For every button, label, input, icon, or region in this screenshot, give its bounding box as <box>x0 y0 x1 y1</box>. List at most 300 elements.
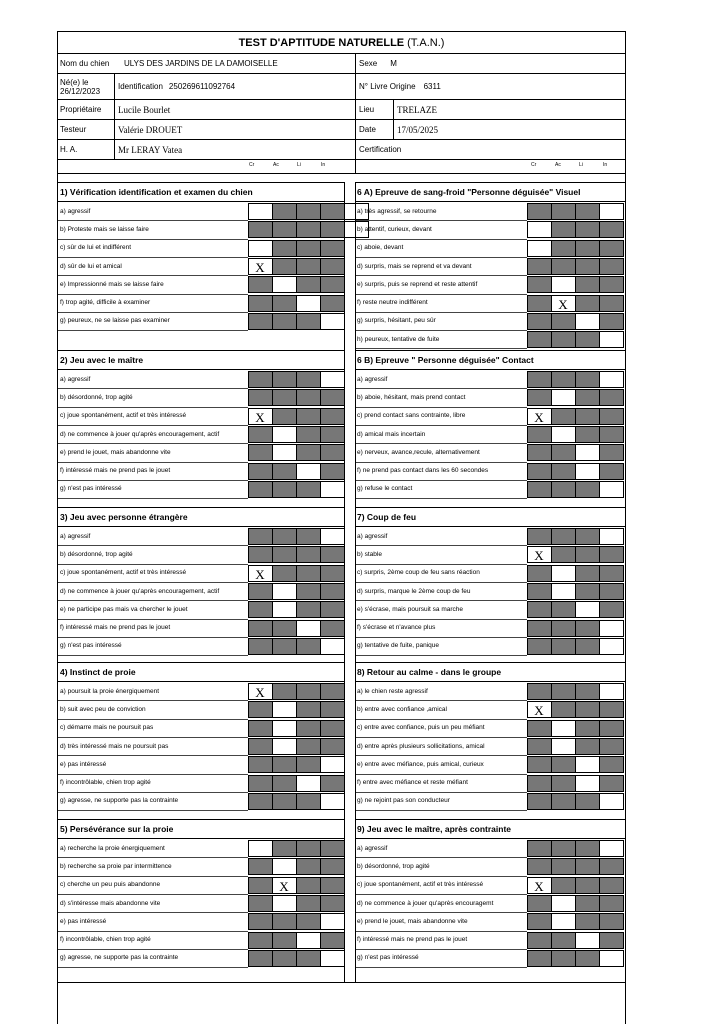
score-box-ac[interactable] <box>551 775 576 792</box>
score-box-li[interactable] <box>296 276 321 293</box>
score-box-in[interactable] <box>320 481 345 498</box>
score-box-in[interactable] <box>320 313 345 330</box>
score-box-ac[interactable] <box>551 720 576 737</box>
score-box-in[interactable] <box>599 601 624 618</box>
score-box-cr[interactable] <box>248 840 273 857</box>
score-box-cr[interactable] <box>248 203 273 220</box>
score-box-ac[interactable] <box>551 546 576 563</box>
score-box-in[interactable] <box>320 546 345 563</box>
score-box-li[interactable] <box>575 775 600 792</box>
score-box-in[interactable] <box>599 950 624 967</box>
score-box-in[interactable] <box>599 426 624 443</box>
score-box-li[interactable] <box>575 258 600 275</box>
score-box-ac[interactable] <box>272 463 297 480</box>
score-box-in[interactable] <box>599 371 624 388</box>
score-box-li[interactable] <box>575 601 600 618</box>
score-box-in[interactable] <box>320 371 345 388</box>
score-box-in[interactable] <box>599 389 624 406</box>
score-box-ac[interactable] <box>551 638 576 655</box>
score-box-in[interactable] <box>599 720 624 737</box>
score-box-ac[interactable] <box>272 793 297 810</box>
score-box-cr[interactable] <box>527 858 552 875</box>
score-box-li[interactable] <box>575 371 600 388</box>
score-box-li[interactable] <box>296 877 321 894</box>
score-box-li[interactable] <box>575 583 600 600</box>
score-box-ac[interactable] <box>551 313 576 330</box>
score-box-cr[interactable] <box>527 720 552 737</box>
score-box-ac[interactable] <box>272 313 297 330</box>
score-box-ac[interactable] <box>272 858 297 875</box>
score-box-ac[interactable] <box>551 620 576 637</box>
score-box-cr[interactable] <box>527 683 552 700</box>
center-divider <box>355 182 356 982</box>
score-box-ac[interactable] <box>272 932 297 949</box>
score-box-ac[interactable] <box>272 481 297 498</box>
score-box-li[interactable] <box>575 313 600 330</box>
score-box-in[interactable] <box>599 258 624 275</box>
score-box-in[interactable] <box>599 895 624 912</box>
score-box-in[interactable] <box>599 481 624 498</box>
score-box-in[interactable] <box>320 620 345 637</box>
score-box-in[interactable] <box>320 913 345 930</box>
section-top-line <box>58 662 344 663</box>
section-title: 1) Vérification identification et examen du chien <box>60 187 253 197</box>
score-box-li[interactable] <box>575 444 600 461</box>
score-box-in[interactable] <box>320 775 345 792</box>
score-box-li[interactable] <box>575 240 600 257</box>
score-box-in[interactable] <box>320 463 345 480</box>
score-box-ac[interactable] <box>551 858 576 875</box>
score-box-cr[interactable] <box>527 463 552 480</box>
score-box-li[interactable] <box>296 528 321 545</box>
score-box-li[interactable] <box>296 313 321 330</box>
score-box-ac[interactable] <box>272 720 297 737</box>
score-box-li[interactable] <box>575 913 600 930</box>
score-box-cr[interactable] <box>248 858 273 875</box>
score-box-li[interactable] <box>296 950 321 967</box>
score-box-in[interactable] <box>599 683 624 700</box>
score-box-ac[interactable] <box>272 620 297 637</box>
score-box-cr[interactable] <box>248 240 273 257</box>
score-box-ac[interactable] <box>272 258 297 275</box>
score-box-li[interactable] <box>296 203 321 220</box>
score-box-ac[interactable] <box>551 877 576 894</box>
score-box-li[interactable] <box>575 932 600 949</box>
score-box-in[interactable] <box>320 583 345 600</box>
score-box-in[interactable] <box>599 463 624 480</box>
score-box-in[interactable] <box>320 877 345 894</box>
score-box-ac[interactable] <box>272 895 297 912</box>
score-box-ac[interactable] <box>551 756 576 773</box>
score-box-ac[interactable] <box>551 738 576 755</box>
score-box-li[interactable] <box>296 463 321 480</box>
score-box-ac[interactable] <box>551 276 576 293</box>
selected-mark: X <box>255 409 265 425</box>
score-box-cr[interactable] <box>527 793 552 810</box>
score-box-ac[interactable] <box>272 683 297 700</box>
score-box-li[interactable] <box>575 877 600 894</box>
section-top-line <box>355 819 625 820</box>
score-box-li[interactable] <box>575 950 600 967</box>
score-box-cr[interactable] <box>527 313 552 330</box>
score-box-li[interactable] <box>575 331 600 348</box>
title-abbr: (T.A.N.) <box>407 36 445 49</box>
score-box-cr[interactable] <box>248 932 273 949</box>
list-item-label: a) agressif <box>60 207 91 215</box>
score-box-in[interactable] <box>320 426 345 443</box>
score-box-li[interactable] <box>296 444 321 461</box>
score-box-cr[interactable] <box>527 444 552 461</box>
score-box-in[interactable] <box>320 793 345 810</box>
score-box-in[interactable] <box>599 738 624 755</box>
score-box-ac[interactable] <box>551 895 576 912</box>
list-item-label: f) trop agité, difficile à examiner <box>60 299 151 307</box>
score-box-ac[interactable] <box>272 775 297 792</box>
score-box-cr[interactable] <box>527 528 552 545</box>
score-box-in[interactable] <box>320 444 345 461</box>
score-box-ac[interactable] <box>272 444 297 461</box>
item-row-line <box>58 967 248 968</box>
score-box-cr[interactable] <box>248 701 273 718</box>
score-box-cr[interactable] <box>527 913 552 930</box>
column-tag-ac: Ac <box>555 162 561 168</box>
score-box-in[interactable] <box>320 720 345 737</box>
selected-mark: X <box>279 878 289 894</box>
score-box-li[interactable] <box>296 620 321 637</box>
score-box-cr[interactable] <box>248 738 273 755</box>
list-item-label: a) le chien reste agressif <box>357 687 428 695</box>
score-box-li[interactable] <box>296 683 321 700</box>
score-box-ac[interactable] <box>272 389 297 406</box>
score-box-ac[interactable] <box>551 240 576 257</box>
score-box-li[interactable] <box>296 913 321 930</box>
score-box-in[interactable] <box>320 295 345 312</box>
score-box-ac[interactable] <box>551 444 576 461</box>
score-box-ac[interactable] <box>551 932 576 949</box>
score-box-li[interactable] <box>296 638 321 655</box>
score-box-ac[interactable] <box>272 840 297 857</box>
selected-mark: X <box>255 259 265 275</box>
score-box-in[interactable] <box>320 683 345 700</box>
score-box-in[interactable] <box>320 258 345 275</box>
score-box-in[interactable] <box>599 756 624 773</box>
score-box-ac[interactable] <box>551 481 576 498</box>
score-box-cr[interactable] <box>527 738 552 755</box>
id-label: Identification <box>118 82 163 91</box>
score-box-in[interactable] <box>320 203 345 220</box>
score-box-ac[interactable] <box>272 756 297 773</box>
score-box-in[interactable] <box>599 620 624 637</box>
score-box-in[interactable] <box>599 546 624 563</box>
score-box-in[interactable] <box>320 638 345 655</box>
score-box-in[interactable] <box>320 932 345 949</box>
score-box-li[interactable] <box>296 371 321 388</box>
score-box-in[interactable] <box>320 221 345 238</box>
score-box-ac[interactable] <box>272 601 297 618</box>
section-top-line <box>58 350 344 351</box>
place-value: TRELAZE <box>393 100 625 119</box>
score-box-cr[interactable] <box>248 463 273 480</box>
score-box-ac[interactable] <box>551 528 576 545</box>
score-box-ac[interactable] <box>551 331 576 348</box>
score-box-ac[interactable] <box>551 583 576 600</box>
score-box-li[interactable] <box>296 258 321 275</box>
score-box-ac[interactable] <box>272 738 297 755</box>
score-box-in[interactable] <box>599 583 624 600</box>
score-box-cr[interactable] <box>527 638 552 655</box>
score-box-ac[interactable] <box>551 408 576 425</box>
score-box-in[interactable] <box>599 913 624 930</box>
score-box-cr[interactable] <box>527 756 552 773</box>
score-box-li[interactable] <box>296 565 321 582</box>
score-box-li[interactable] <box>575 756 600 773</box>
score-box-cr[interactable] <box>248 389 273 406</box>
score-box-ac[interactable] <box>551 913 576 930</box>
score-box-in[interactable] <box>599 858 624 875</box>
score-box-li[interactable] <box>296 701 321 718</box>
list-item-label: f) reste neutre indifférent <box>357 299 428 307</box>
score-box-ac[interactable] <box>551 426 576 443</box>
score-box-cr[interactable] <box>248 371 273 388</box>
score-box-ac[interactable] <box>272 913 297 930</box>
score-box-li[interactable] <box>575 546 600 563</box>
score-box-ac[interactable] <box>272 295 297 312</box>
score-box-li[interactable] <box>575 720 600 737</box>
score-box-li[interactable] <box>575 738 600 755</box>
score-box-li[interactable] <box>575 638 600 655</box>
score-box-in[interactable] <box>320 601 345 618</box>
score-box-li[interactable] <box>575 481 600 498</box>
score-box-in[interactable] <box>320 840 345 857</box>
score-box-cr[interactable] <box>527 565 552 582</box>
score-box-ac[interactable] <box>272 701 297 718</box>
score-box-in[interactable] <box>599 221 624 238</box>
score-box-ac[interactable] <box>272 408 297 425</box>
score-box-in[interactable] <box>599 313 624 330</box>
score-box-in[interactable] <box>599 276 624 293</box>
score-box-in[interactable] <box>320 528 345 545</box>
score-box-in[interactable] <box>320 701 345 718</box>
score-box-cr[interactable] <box>527 221 552 238</box>
score-box-cr[interactable] <box>527 258 552 275</box>
score-box-cr[interactable] <box>248 913 273 930</box>
score-box-li[interactable] <box>296 481 321 498</box>
score-box-ac[interactable] <box>551 950 576 967</box>
score-box-li[interactable] <box>575 858 600 875</box>
score-box-ac[interactable] <box>551 258 576 275</box>
score-box-li[interactable] <box>575 565 600 582</box>
score-box-cr[interactable] <box>527 295 552 312</box>
score-box-li[interactable] <box>296 932 321 949</box>
list-item-label: g) refuse le contact <box>357 485 413 493</box>
owner-value: Lucile Bourlet <box>114 100 355 119</box>
score-box-in[interactable] <box>599 877 624 894</box>
score-box-in[interactable] <box>599 932 624 949</box>
score-box-li[interactable] <box>575 389 600 406</box>
score-box-li[interactable] <box>575 620 600 637</box>
score-box-in[interactable] <box>320 408 345 425</box>
header-row-birth <box>58 74 625 100</box>
score-box-ac[interactable] <box>551 565 576 582</box>
score-box-cr[interactable] <box>527 371 552 388</box>
score-box-ac[interactable] <box>551 203 576 220</box>
score-box-li[interactable] <box>575 408 600 425</box>
score-box-cr[interactable] <box>248 295 273 312</box>
score-box-ac[interactable] <box>272 221 297 238</box>
score-box-cr[interactable] <box>527 932 552 949</box>
list-item-label: b) désordonné, trop agité <box>60 393 133 401</box>
score-box-ac[interactable] <box>272 276 297 293</box>
score-box-cr[interactable] <box>248 546 273 563</box>
score-box-in[interactable] <box>320 738 345 755</box>
score-box-in[interactable] <box>320 276 345 293</box>
score-box-cr[interactable] <box>248 426 273 443</box>
score-box-cr[interactable] <box>248 481 273 498</box>
score-box-in[interactable] <box>320 565 345 582</box>
list-item-label: d) surpris, mais se reprend et va devant <box>357 262 472 270</box>
score-box-in[interactable] <box>320 895 345 912</box>
score-box-in[interactable] <box>599 565 624 582</box>
score-box-li[interactable] <box>296 720 321 737</box>
score-box-cr[interactable] <box>527 481 552 498</box>
score-box-li[interactable] <box>296 756 321 773</box>
score-box-ac[interactable] <box>551 221 576 238</box>
score-box-li[interactable] <box>296 221 321 238</box>
score-box-cr[interactable] <box>248 528 273 545</box>
score-box-li[interactable] <box>296 546 321 563</box>
score-box-cr[interactable] <box>248 601 273 618</box>
score-box-ac[interactable] <box>551 683 576 700</box>
score-box-ac[interactable] <box>272 371 297 388</box>
score-box-li[interactable] <box>575 276 600 293</box>
score-box-in[interactable] <box>599 528 624 545</box>
score-box-cr[interactable] <box>248 793 273 810</box>
score-box-cr[interactable] <box>527 203 552 220</box>
score-box-in[interactable] <box>320 858 345 875</box>
score-box-cr[interactable] <box>248 620 273 637</box>
score-box-in[interactable] <box>599 840 624 857</box>
item-row-line <box>58 498 248 499</box>
score-box-li[interactable] <box>575 701 600 718</box>
score-box-li[interactable] <box>575 683 600 700</box>
score-box-li[interactable] <box>575 295 600 312</box>
score-box-cr[interactable] <box>527 276 552 293</box>
score-box-cr[interactable] <box>248 720 273 737</box>
list-item-label: f) intéressé mais ne prend pas le jouet <box>60 624 171 632</box>
score-box-li[interactable] <box>296 601 321 618</box>
score-box-li[interactable] <box>575 793 600 810</box>
score-box-cr[interactable] <box>248 775 273 792</box>
score-box-cr[interactable] <box>527 775 552 792</box>
score-box-ac[interactable] <box>272 950 297 967</box>
score-box-cr[interactable] <box>527 426 552 443</box>
score-box-li[interactable] <box>296 295 321 312</box>
score-box-ac[interactable] <box>272 240 297 257</box>
score-box-li[interactable] <box>575 426 600 443</box>
score-box-ac[interactable] <box>551 371 576 388</box>
score-box-ac[interactable] <box>272 565 297 582</box>
score-box-in[interactable] <box>599 638 624 655</box>
score-box-in[interactable] <box>599 408 624 425</box>
score-box-in[interactable] <box>599 203 624 220</box>
score-box-li[interactable] <box>575 895 600 912</box>
score-box-ac[interactable] <box>272 426 297 443</box>
score-box-li[interactable] <box>296 738 321 755</box>
score-box-ac[interactable] <box>551 601 576 618</box>
score-box-cr[interactable] <box>527 950 552 967</box>
score-box-ac[interactable] <box>551 463 576 480</box>
score-box-cr[interactable] <box>527 620 552 637</box>
score-box-cr[interactable] <box>527 389 552 406</box>
score-box-li[interactable] <box>575 528 600 545</box>
score-box-cr[interactable] <box>527 583 552 600</box>
score-box-li[interactable] <box>296 426 321 443</box>
score-box-ac[interactable] <box>551 793 576 810</box>
score-box-ac[interactable] <box>272 638 297 655</box>
score-box-cr[interactable] <box>248 583 273 600</box>
score-box-ac[interactable] <box>551 389 576 406</box>
score-box-cr[interactable] <box>248 638 273 655</box>
score-box-ac[interactable] <box>551 840 576 857</box>
score-box-li[interactable] <box>296 895 321 912</box>
score-box-li[interactable] <box>296 793 321 810</box>
score-box-cr[interactable] <box>248 221 273 238</box>
score-box-in[interactable] <box>320 389 345 406</box>
score-box-cr[interactable] <box>248 444 273 461</box>
score-box-in[interactable] <box>599 793 624 810</box>
score-box-in[interactable] <box>599 701 624 718</box>
score-box-li[interactable] <box>296 858 321 875</box>
score-box-cr[interactable] <box>527 895 552 912</box>
score-box-ac[interactable] <box>272 203 297 220</box>
score-box-in[interactable] <box>599 240 624 257</box>
score-box-li[interactable] <box>296 583 321 600</box>
score-box-in[interactable] <box>320 756 345 773</box>
score-box-cr[interactable] <box>248 877 273 894</box>
score-box-cr[interactable] <box>248 276 273 293</box>
score-box-ac[interactable] <box>272 546 297 563</box>
score-box-li[interactable] <box>296 389 321 406</box>
score-box-cr[interactable] <box>248 756 273 773</box>
score-box-li[interactable] <box>296 408 321 425</box>
score-box-li[interactable] <box>296 240 321 257</box>
score-box-ac[interactable] <box>551 701 576 718</box>
score-box-cr[interactable] <box>248 313 273 330</box>
score-box-cr[interactable] <box>527 331 552 348</box>
score-box-li[interactable] <box>296 775 321 792</box>
score-box-cr[interactable] <box>248 950 273 967</box>
score-box-in[interactable] <box>599 295 624 312</box>
score-box-in[interactable] <box>599 331 624 348</box>
score-box-li[interactable] <box>575 840 600 857</box>
score-box-li[interactable] <box>296 840 321 857</box>
score-box-cr[interactable] <box>527 240 552 257</box>
score-box-li[interactable] <box>575 463 600 480</box>
score-box-in[interactable] <box>320 240 345 257</box>
score-box-cr[interactable] <box>527 601 552 618</box>
score-box-li[interactable] <box>575 221 600 238</box>
score-box-in[interactable] <box>599 444 624 461</box>
score-box-cr[interactable] <box>527 840 552 857</box>
list-item-label: b) Proteste mais se laisse faire <box>60 225 149 233</box>
score-box-ac[interactable] <box>272 583 297 600</box>
score-box-cr[interactable] <box>248 895 273 912</box>
score-box-ac[interactable] <box>272 528 297 545</box>
score-box-in[interactable] <box>599 775 624 792</box>
score-box-in[interactable] <box>320 950 345 967</box>
list-item-label: b) aboie, hésitant, mais prend contact <box>357 393 466 401</box>
score-box-li[interactable] <box>575 203 600 220</box>
